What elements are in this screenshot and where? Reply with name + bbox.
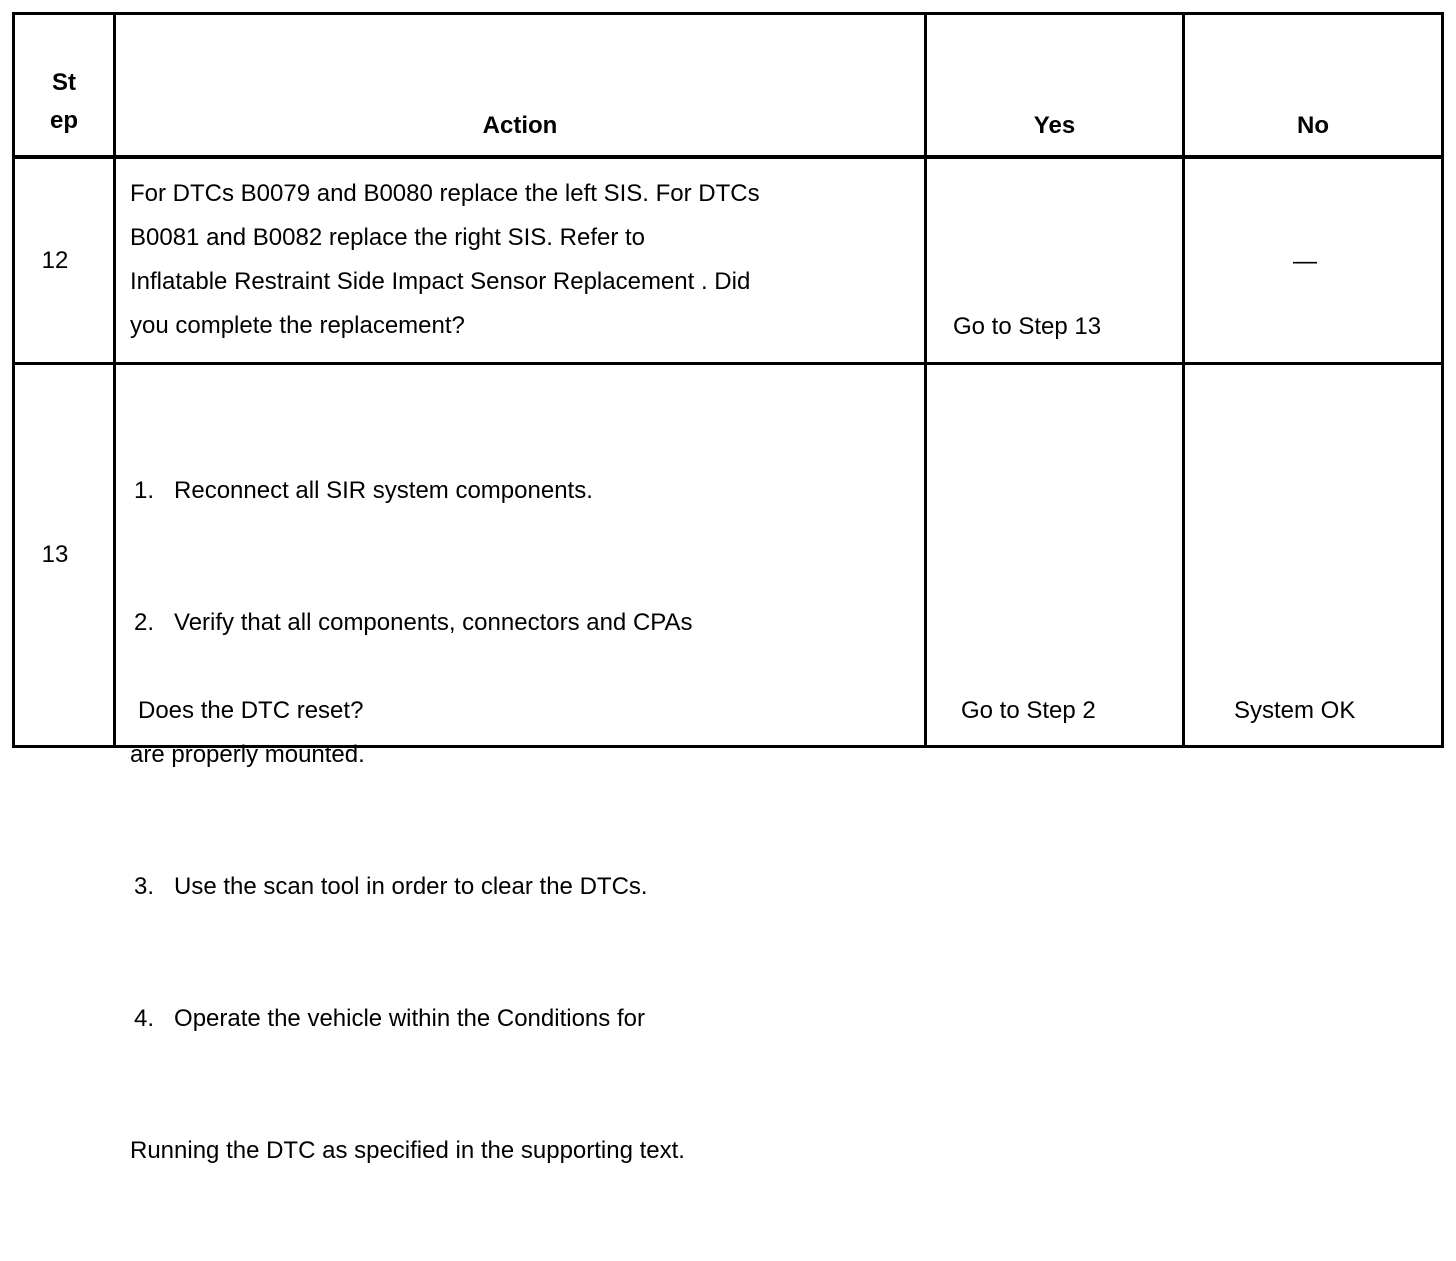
row-12-no: — (1293, 248, 1317, 275)
header-step (15, 64, 113, 140)
row-13-no: System OK (1234, 697, 1356, 724)
row-13-yes: Go to Step 2 (961, 697, 1096, 724)
row-12-yes: Go to Step 13 (953, 313, 1102, 340)
row-13-question: Does the DTC reset? (138, 697, 364, 724)
row-12-action-line: B0081 and B0082 replace the right SIS. Refer to (130, 224, 646, 251)
row-13-action-line: 1. Reconnect all SIR system components. (134, 477, 593, 504)
header-step-line2: ep (49, 107, 78, 134)
row-13-action-line: 2. Verify that all components, connectors and CPAs (134, 609, 693, 636)
row-12-action-line: you complete the replacement? (130, 312, 465, 339)
row-13-action-line: are properly mounted. (130, 741, 365, 768)
row-13-step: 13 (41, 541, 69, 568)
row-13-action (130, 381, 920, 1261)
row-13-action-line: 4. Operate the vehicle within the Conditions for (134, 1005, 645, 1032)
row-12-action (130, 172, 920, 348)
row-12-action-line: Inflatable Restraint Side Impact Sensor Replacement . Did (130, 268, 751, 295)
row-13-action-line: 3. Use the scan tool in order to clear the DTCs. (134, 873, 648, 900)
header-step-line1: St (52, 69, 76, 96)
header-yes: Yes (1033, 112, 1076, 139)
header-no: No (1297, 112, 1329, 139)
header-action: Action (482, 112, 558, 139)
row-12-action-line: For DTCs B0079 and B0080 replace the left SIS. For DTCs (130, 180, 760, 207)
row-12-step: 12 (41, 247, 69, 274)
row-13-action-line: Running the DTC as specified in the supporting text. (130, 1137, 685, 1164)
